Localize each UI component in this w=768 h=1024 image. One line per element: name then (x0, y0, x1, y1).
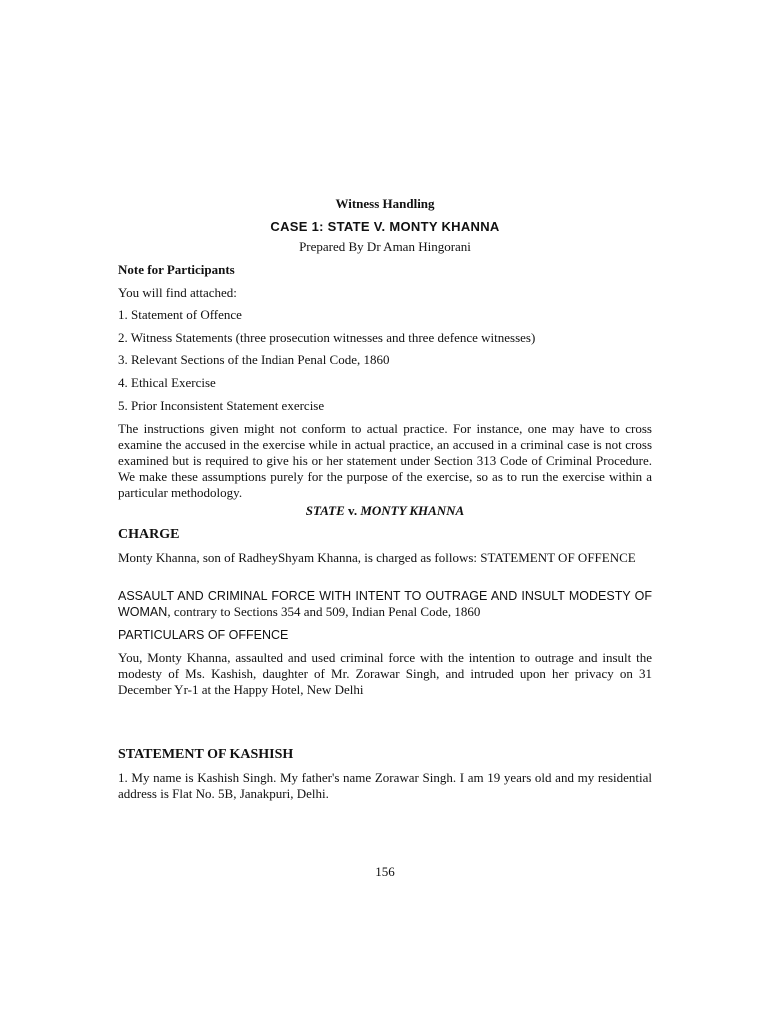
document-page (118, 0, 652, 1024)
case-title-party-2: MONTY KHANNA (360, 503, 465, 518)
case-heading: CASE 1: STATE V. MONTY KHANNA (270, 219, 500, 234)
offence-sections: , contrary to Sections 354 and 509, Indian Penal Code, 1860 (167, 604, 481, 619)
particulars-paragraph: You, Monty Khanna, assaulted and used criminal force with the intention to outrage and insult the modesty of Ms. Kashish, daughter of Mr. Zorawar Singh, and intruded upon her privacy on 31 December Yr-1 at the Happy Hotel, New Delhi (118, 650, 652, 697)
attachment-list-item: 3. Relevant Sections of the Indian Penal Code, 1860 (118, 352, 390, 367)
charge-paragraph: Monty Khanna, son of RadheyShyam Khanna, is charged as follows: STATEMENT OF OFFENCE (118, 550, 636, 565)
author-line: Prepared By Dr Aman Hingorani (299, 239, 471, 254)
particulars-heading: PARTICULARS OF OFFENCE (118, 628, 289, 642)
charge-heading: CHARGE (118, 527, 180, 542)
attachment-list-item: 2. Witness Statements (three prosecution witnesses and three defence witnesses) (118, 330, 536, 345)
case-title (118, 503, 652, 519)
instructions-paragraph: The instructions given might not conform to actual practice. For instance, one may have to cross examine the accused in the exercise while in actual practice, an accused in a criminal case is not cross examined but is required to give his or her statement under Section 313 Code of Criminal Procedure. We make these assumptions purely for the purpose of the exercise, so as to run the exercise within a particular methodology. (118, 421, 652, 500)
note-heading: Note for Participants (118, 262, 235, 277)
case-title-party-1: STATE (305, 503, 345, 518)
attachment-list-item: 1. Statement of Offence (118, 307, 242, 322)
document-title: Witness Handling (335, 196, 435, 211)
page-number: 156 (375, 864, 395, 879)
note-intro: You will find attached: (118, 285, 237, 300)
statement-paragraph: 1. My name is Kashish Singh. My father's name Zorawar Singh. I am 19 years old and my residential address is Flat No. 5B, Janakpuri, Delhi. (118, 770, 652, 801)
offence-paragraph (118, 588, 652, 620)
case-title-versus: v. (344, 503, 361, 518)
offence-name: ASSAULT AND CRIMINAL FORCE WITH INTENT TO OUTRAGE AND INSULT MODESTY OF WOMAN (118, 589, 652, 619)
statement-heading: STATEMENT OF KASHISH (118, 747, 294, 762)
attachment-list-item: 5. Prior Inconsistent Statement exercise (118, 398, 325, 413)
attachment-list-item: 4. Ethical Exercise (118, 375, 216, 390)
